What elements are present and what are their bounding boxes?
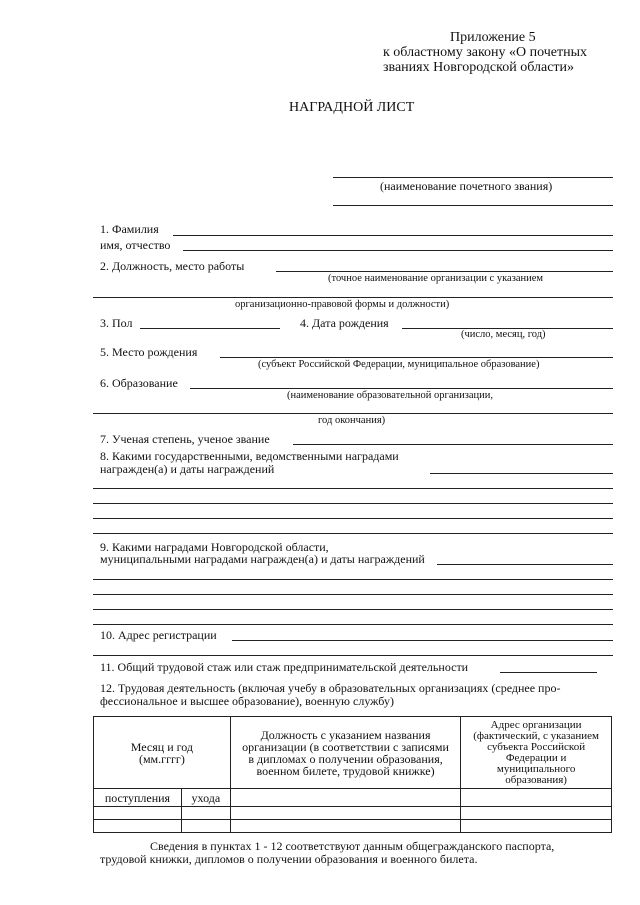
state-awards-line-3[interactable] [93,503,613,504]
position-header-line-2: организации (в соответствии с записями [242,739,449,754]
field-state-awards-label-2: награжден(а) и даты награждений [100,462,275,476]
field-education-label: 6. Образование [100,376,178,390]
degree-input-line[interactable] [293,444,613,445]
regional-awards-line-3[interactable] [93,594,613,595]
table-cell[interactable] [181,807,230,820]
table-cell[interactable] [94,807,182,820]
month-year-format: (мм.гггг) [138,751,185,766]
education-hint-1: (наименование образовательной организации, [287,390,494,401]
address-input-line-2[interactable] [93,655,613,656]
table-row [94,820,612,833]
position-header-line-3: в дипломах о получении образования, [248,751,443,766]
org-address-line-1: Адрес организации [490,718,582,731]
page-title: НАГРАДНОЙ ЛИСТ [289,100,415,115]
state-awards-line-1[interactable] [430,473,613,474]
table-cell[interactable] [181,820,230,833]
title-line-2 [333,205,613,206]
name-input-line[interactable] [183,250,613,251]
position-input-line[interactable] [276,271,613,272]
org-address-cell[interactable] [461,789,612,807]
footer-statement-2: трудовой книжки, дипломов о получении образования и военного билета. [100,852,478,866]
education-input-line-2[interactable] [93,413,613,414]
table-cell[interactable] [230,807,460,820]
table-cell[interactable] [230,820,460,833]
position-cell[interactable] [230,789,460,807]
experience-input-line[interactable] [500,672,597,673]
regional-awards-line-4[interactable] [93,609,613,610]
position-header-line-4: военном билете, трудовой книжке) [256,763,435,778]
work-history-table [93,716,612,833]
field-name-label: имя, отчество [100,238,171,252]
field-address-label: 10. Адрес регистрации [100,628,217,642]
end-date-header: ухода [181,789,230,807]
org-address-line-6: образования) [505,773,567,786]
gender-input-line[interactable] [140,328,280,329]
surname-input-line[interactable] [173,235,613,236]
footer-statement-1: Сведения в пунктах 1 - 12 соответствуют данным общегражданского паспорта, [150,839,555,853]
appendix-number: Приложение 5 [450,30,536,45]
org-address-line-4: Федерации и [505,751,567,764]
field-regional-awards-label: 9. Какими наградами Новгородской области, [100,540,329,554]
field-position-label: 2. Должность, место работы [100,259,245,273]
field-gender-label: 3. Пол [100,316,133,330]
title-caption: (наименование почетного звания) [380,179,553,193]
table-cell[interactable] [461,807,612,820]
org-address-line-5: муниципального [496,762,576,775]
table-cell[interactable] [94,820,182,833]
regional-awards-line-5[interactable] [93,624,613,625]
field-birthdate-label: 4. Дата рождения [300,316,389,330]
field-degree-label: 7. Ученая степень, ученое звание [100,432,270,446]
org-address-header [461,717,612,789]
title-line [333,177,613,178]
position-header [230,717,460,789]
field-work-history-label-2: фессиональное и высшее образование), военную службу) [100,694,394,708]
appendix-law-line-2: званиях Новгородской области» [383,60,575,75]
education-input-line[interactable] [190,388,613,389]
month-year-header [94,717,231,789]
regional-awards-line-2[interactable] [93,579,613,580]
education-hint-2: год окончания) [318,415,386,426]
state-awards-line-5[interactable] [93,533,613,534]
field-birthplace-label: 5. Место рождения [100,345,198,359]
field-state-awards-label: 8. Какими государственными, ведомственными наградами [100,449,399,463]
regional-awards-line-1[interactable] [437,564,613,565]
month-year-label: Месяц и год [130,739,194,754]
position-hint-1: (точное наименование организации с указанием [328,273,544,284]
birthdate-hint: (число, месяц, год) [461,329,546,340]
field-work-history-label: 12. Трудовая деятельность (включая учебу в образовательных организациях (среднее про- [100,681,561,695]
table-row [94,807,612,820]
field-experience-label: 11. Общий трудовой стаж или стаж предпринимательской деятельности [100,660,469,674]
org-address-line-2: (фактический, с указанием [473,729,600,742]
state-awards-line-2[interactable] [93,488,613,489]
state-awards-line-4[interactable] [93,518,613,519]
appendix-law-line: к областному закону «О почетных [383,45,588,60]
address-input-line[interactable] [232,640,613,641]
birthplace-input-line[interactable] [220,357,613,358]
field-surname-label: 1. Фамилия [100,222,159,236]
position-input-line-2[interactable] [93,297,613,298]
birthplace-hint: (субъект Российской Федерации, муниципальное образование) [258,359,540,370]
position-header-line-1: Должность с указанием названия [260,727,431,742]
org-address-line-3: субъекта Российской [487,740,586,753]
table-header-row [94,717,612,789]
position-hint-2: организационно-правовой формы и должности) [235,299,450,310]
start-date-header: поступления [94,789,182,807]
field-regional-awards-label-2: муниципальными наградами награжден(а) и даты награждений [100,552,425,566]
table-subheader-row [94,789,612,807]
table-cell[interactable] [461,820,612,833]
